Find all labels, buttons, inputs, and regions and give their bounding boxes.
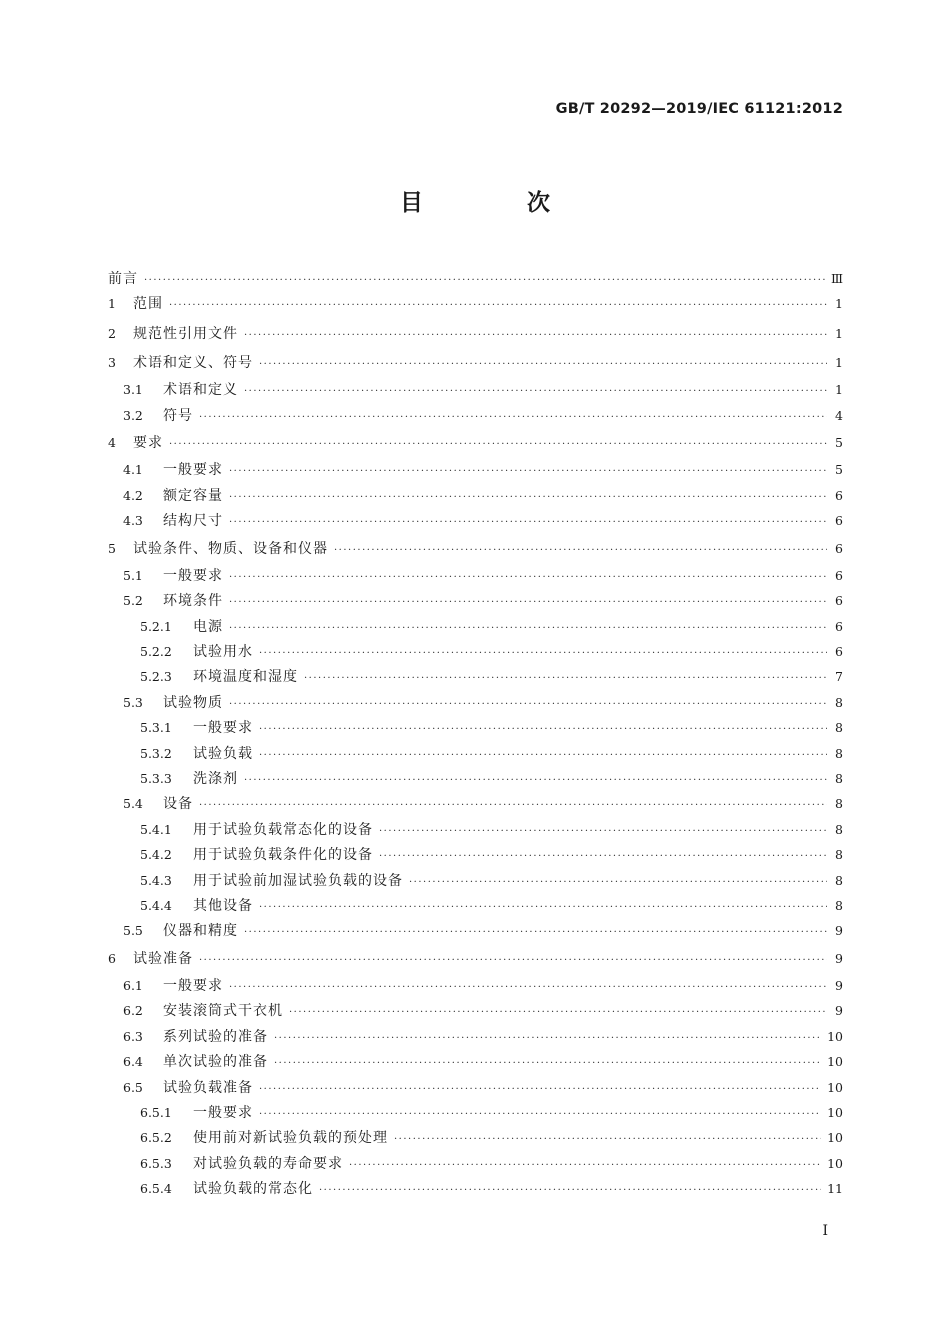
toc-entry-page: 8 bbox=[835, 897, 843, 913]
toc-entry-page: 8 bbox=[835, 821, 843, 837]
toc-entry-label: 试验用水 bbox=[193, 644, 253, 660]
toc-entry-number: 3.2 bbox=[123, 407, 143, 423]
toc-entry-label: 试验条件、物质、设备和仪器 bbox=[133, 540, 328, 557]
toc-entry[interactable] bbox=[108, 639, 843, 664]
toc-entry[interactable] bbox=[108, 1176, 843, 1201]
toc-dot-leader bbox=[229, 459, 827, 484]
toc-entry[interactable] bbox=[108, 918, 843, 943]
toc-entry-page: 6 bbox=[835, 618, 843, 634]
toc-entry-number: 6.5.3 bbox=[140, 1155, 172, 1171]
toc-entry-number: 5.4.2 bbox=[140, 847, 172, 863]
toc-dot-leader bbox=[274, 1026, 821, 1051]
toc-entry-label: 术语和定义 bbox=[163, 382, 238, 399]
toc-entry-number: 6.5.2 bbox=[140, 1130, 172, 1146]
toc-entry[interactable] bbox=[108, 690, 843, 715]
toc-entry-number: 3.1 bbox=[123, 382, 143, 398]
toc-entry-number: 5.5 bbox=[123, 923, 143, 939]
toc-dot-leader bbox=[304, 666, 827, 691]
toc-entry-number: 6.1 bbox=[123, 977, 143, 993]
toc-entry-label: 系列试验的准备 bbox=[163, 1028, 268, 1045]
toc-entry-number: 6.5 bbox=[123, 1079, 143, 1095]
toc-entry[interactable] bbox=[108, 1075, 843, 1100]
toc-entry[interactable] bbox=[108, 1100, 843, 1125]
toc-entry-label: 一般要求 bbox=[193, 1104, 253, 1121]
toc-entry-number: 2 bbox=[108, 325, 116, 341]
toc-dot-leader bbox=[259, 743, 827, 768]
toc-dot-leader bbox=[229, 565, 827, 590]
toc-entry-label: 试验负载 bbox=[193, 745, 253, 762]
toc-dot-leader bbox=[289, 1000, 827, 1025]
toc-entry-label: 其他设备 bbox=[193, 897, 253, 914]
toc-entry-number: 5.2.3 bbox=[140, 669, 172, 685]
toc-dot-leader bbox=[229, 692, 827, 717]
toc-dot-leader bbox=[379, 844, 827, 869]
toc-entry-label: 安装滚筒式干衣机 bbox=[163, 1003, 283, 1020]
toc-dot-leader bbox=[409, 870, 827, 895]
toc-entry-page: 5 bbox=[835, 435, 843, 451]
toc-entry-page: 8 bbox=[835, 770, 843, 786]
toc-entry-label: 符号 bbox=[163, 407, 193, 424]
toc-entry-page: 11 bbox=[827, 1181, 843, 1197]
toc-entry[interactable] bbox=[108, 998, 843, 1023]
toc-entry-label: 一般要求 bbox=[163, 462, 223, 479]
toc-dot-leader bbox=[169, 291, 827, 320]
toc-entry-number: 5.3.2 bbox=[140, 745, 172, 761]
toc-entry-page: 6 bbox=[835, 593, 843, 609]
toc-entry[interactable] bbox=[108, 563, 843, 588]
toc-entry-label: 试验物质 bbox=[163, 694, 223, 711]
toc-entry-number: 4.2 bbox=[123, 487, 143, 503]
toc-dot-leader bbox=[259, 350, 827, 379]
toc-entry[interactable] bbox=[108, 403, 843, 428]
toc-entry-number: 5.4.1 bbox=[140, 821, 172, 837]
toc-dot-leader bbox=[259, 1077, 821, 1102]
toc-dot-leader bbox=[379, 819, 827, 844]
toc-dot-leader bbox=[334, 536, 827, 565]
toc-entry[interactable] bbox=[108, 614, 843, 639]
page-title: 目 次 bbox=[399, 190, 598, 216]
toc-entry-label: 仪器和精度 bbox=[163, 923, 238, 940]
toc-entry-page: 8 bbox=[835, 720, 843, 736]
toc-entry-label: 环境温度和湿度 bbox=[193, 669, 298, 686]
toc-entry-label: 单次试验的准备 bbox=[163, 1054, 268, 1071]
toc-entry-page: 9 bbox=[835, 977, 843, 993]
toc-entry-number: 6.3 bbox=[123, 1028, 143, 1044]
toc-entry[interactable] bbox=[108, 868, 843, 893]
toc-entry-page: 5 bbox=[835, 462, 843, 478]
toc-entry-page: 9 bbox=[835, 950, 843, 966]
toc-entry-page: 10 bbox=[827, 1028, 843, 1044]
toc-entry-page: 1 bbox=[835, 325, 843, 341]
standard-code: GB/T 20292—2019/IEC 61121:2012 bbox=[555, 101, 843, 117]
toc-dot-leader bbox=[244, 768, 827, 793]
toc-entry-page: 10 bbox=[827, 1104, 843, 1120]
standard-code-header bbox=[556, 101, 843, 117]
toc-entry-page: 8 bbox=[835, 847, 843, 863]
toc-entry[interactable] bbox=[108, 1049, 843, 1074]
toc-entry-label: 一般要求 bbox=[163, 977, 223, 994]
toc-entry-number: 5.3.3 bbox=[140, 770, 172, 786]
toc-entry-page: 6 bbox=[835, 487, 843, 503]
toc-dot-leader bbox=[259, 641, 827, 666]
toc-entry[interactable] bbox=[108, 842, 843, 867]
toc-entry-page: 6 bbox=[835, 567, 843, 583]
toc-dot-leader bbox=[169, 430, 827, 459]
table-of-contents bbox=[108, 264, 843, 1202]
toc-entry-label: 环境条件 bbox=[163, 593, 223, 610]
toc-entry[interactable] bbox=[108, 348, 843, 377]
toc-entry-label: 一般要求 bbox=[193, 720, 253, 737]
toc-entry[interactable] bbox=[108, 534, 843, 563]
toc-entry-page: 1 bbox=[835, 296, 843, 312]
toc-entry[interactable] bbox=[108, 289, 843, 318]
toc-dot-leader bbox=[259, 717, 827, 742]
toc-entry-label: 用于试验负载条件化的设备 bbox=[193, 847, 373, 864]
toc-entry-number: 5.2 bbox=[123, 593, 143, 609]
toc-entry-page: 10 bbox=[827, 1054, 843, 1070]
toc-dot-leader bbox=[349, 1153, 821, 1178]
toc-entry-label: 对试验负载的寿命要求 bbox=[193, 1155, 343, 1172]
toc-dot-leader bbox=[244, 379, 827, 404]
toc-entry[interactable] bbox=[108, 264, 843, 289]
toc-entry-page: 8 bbox=[835, 745, 843, 761]
toc-entry-label: 术语和定义、符号 bbox=[133, 354, 253, 371]
toc-entry-page: 7 bbox=[835, 669, 843, 685]
toc-entry[interactable] bbox=[108, 791, 843, 816]
toc-entry[interactable] bbox=[108, 319, 843, 348]
toc-entry-page: 10 bbox=[827, 1079, 843, 1095]
toc-entry[interactable] bbox=[108, 377, 843, 402]
toc-entry-number: 6.5.1 bbox=[140, 1104, 172, 1120]
toc-dot-leader bbox=[199, 793, 827, 818]
toc-entry-label: 额定容量 bbox=[163, 487, 223, 504]
toc-entry-page: 10 bbox=[827, 1130, 843, 1146]
toc-entry[interactable] bbox=[108, 1151, 843, 1176]
toc-entry[interactable] bbox=[108, 508, 843, 533]
toc-entry-page: 1 bbox=[835, 382, 843, 398]
toc-entry-page: 8 bbox=[835, 796, 843, 812]
toc-dot-leader bbox=[244, 920, 827, 945]
toc-entry-page: 1 bbox=[835, 354, 843, 370]
toc-entry-page: 6 bbox=[835, 540, 843, 556]
toc-entry-label: 前言 bbox=[108, 271, 138, 287]
toc-entry[interactable] bbox=[108, 664, 843, 689]
toc-entry-label: 试验负载的常态化 bbox=[193, 1181, 313, 1198]
toc-entry-number: 5.4.3 bbox=[140, 872, 172, 888]
toc-entry-number: 6.4 bbox=[123, 1054, 143, 1070]
toc-entry-number: 6.5.4 bbox=[140, 1181, 172, 1197]
toc-dot-leader bbox=[229, 975, 827, 1000]
toc-entry-number: 5.4 bbox=[123, 796, 143, 812]
toc-entry-page: 9 bbox=[835, 923, 843, 939]
toc-entry-number: 4.1 bbox=[123, 462, 143, 478]
toc-entry[interactable] bbox=[108, 588, 843, 613]
toc-entry-number: 5.4.4 bbox=[140, 897, 172, 913]
toc-entry-number: 5.2.2 bbox=[140, 644, 172, 659]
toc-entry-number: 1 bbox=[108, 296, 116, 312]
toc-entry-number: 5.3.1 bbox=[140, 720, 172, 736]
toc-entry-page: 10 bbox=[827, 1155, 843, 1171]
toc-dot-leader bbox=[229, 485, 827, 510]
toc-entry-label: 用于试验前加湿试验负载的设备 bbox=[193, 872, 403, 889]
toc-entry-label: 设备 bbox=[163, 796, 193, 813]
toc-entry-page: Ⅲ bbox=[830, 271, 843, 286]
toc-dot-leader bbox=[199, 946, 827, 975]
toc-entry-page: 8 bbox=[835, 872, 843, 888]
toc-entry[interactable] bbox=[108, 1125, 843, 1150]
toc-entry[interactable] bbox=[108, 741, 843, 766]
toc-entry-number: 5.1 bbox=[123, 567, 143, 583]
toc-dot-leader bbox=[259, 895, 827, 920]
toc-dot-leader bbox=[229, 616, 827, 641]
toc-dot-leader bbox=[319, 1178, 821, 1203]
toc-entry[interactable] bbox=[108, 766, 843, 791]
toc-entry[interactable] bbox=[108, 817, 843, 842]
toc-entry-number: 4 bbox=[108, 435, 116, 451]
toc-entry[interactable] bbox=[108, 457, 843, 482]
toc-entry-label: 电源 bbox=[193, 618, 223, 635]
toc-dot-leader bbox=[229, 590, 827, 615]
toc-entry-page: 8 bbox=[835, 694, 843, 710]
toc-dot-leader bbox=[199, 405, 827, 430]
toc-dot-leader bbox=[394, 1127, 821, 1152]
toc-entry-page: 4 bbox=[835, 407, 843, 423]
toc-entry-number: 5.3 bbox=[123, 694, 143, 710]
toc-entry-label: 洗涤剂 bbox=[193, 770, 238, 787]
toc-entry[interactable] bbox=[108, 944, 843, 973]
toc-entry-label: 使用前对新试验负载的预处理 bbox=[193, 1130, 388, 1147]
toc-entry[interactable] bbox=[108, 483, 843, 508]
toc-entry-label: 用于试验负载常态化的设备 bbox=[193, 821, 373, 838]
toc-dot-leader bbox=[259, 1102, 821, 1127]
toc-entry-page: 6 bbox=[835, 644, 843, 659]
toc-entry-label: 范围 bbox=[133, 296, 163, 313]
toc-entry-number: 6.2 bbox=[123, 1003, 143, 1019]
toc-entry-label: 试验准备 bbox=[133, 950, 193, 967]
page-number: I bbox=[822, 1223, 828, 1239]
toc-entry[interactable] bbox=[108, 428, 843, 457]
toc-entry-number: 5 bbox=[108, 540, 116, 556]
toc-entry-label: 规范性引用文件 bbox=[133, 325, 238, 342]
toc-dot-leader bbox=[274, 1051, 821, 1076]
toc-entry[interactable] bbox=[108, 1024, 843, 1049]
toc-entry-number: 5.2.1 bbox=[140, 618, 172, 634]
toc-entry-label: 要求 bbox=[133, 435, 163, 452]
toc-entry-page: 9 bbox=[835, 1003, 843, 1019]
toc-entry-page: 6 bbox=[835, 513, 843, 529]
toc-entry-number: 3 bbox=[108, 354, 116, 370]
toc-entry-label: 结构尺寸 bbox=[163, 513, 223, 530]
toc-entry[interactable] bbox=[108, 893, 843, 918]
toc-entry-label: 一般要求 bbox=[163, 567, 223, 584]
toc-dot-leader bbox=[244, 321, 827, 350]
toc-entry[interactable] bbox=[108, 973, 843, 998]
toc-entry-number: 6 bbox=[108, 950, 116, 966]
toc-dot-leader bbox=[229, 510, 827, 535]
toc-entry-label: 试验负载准备 bbox=[163, 1079, 253, 1096]
toc-entry-number: 4.3 bbox=[123, 513, 143, 529]
toc-entry[interactable] bbox=[108, 715, 843, 740]
